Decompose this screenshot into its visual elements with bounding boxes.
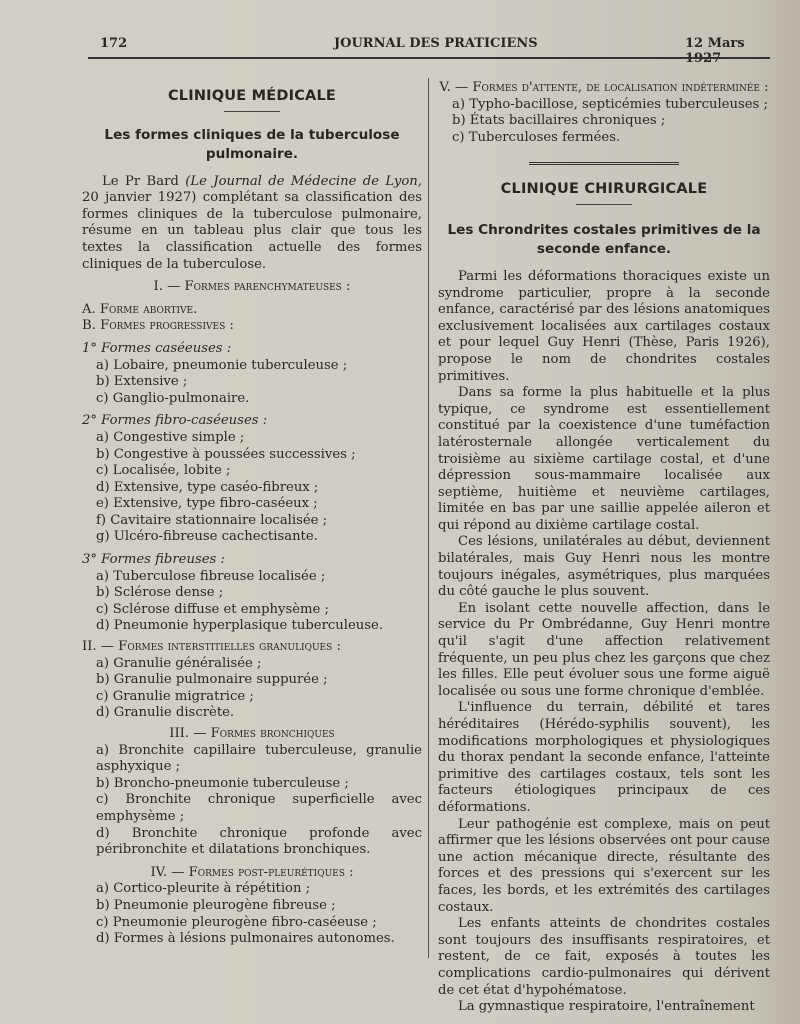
body-paragraph: L'influence du terrain, débilité et tares héréditaires (Hérédo-syphilis souvent), les modifications morphologiques et physiologiques du thorax pendant la seconde enfance, l'atteinte primitive des cartilages costaux, tels sont les facteurs étiologiques principaux de ces déformations. (438, 700, 770, 815)
body-paragraph: Les enfants atteints de chondrites costales sont toujours des insuffisants respiratoires, et restent, de ce fait, exposés à toutes les complications cardio-pulmonaires qui dérivent de cet état d'hypohématose. (438, 916, 770, 998)
heading-bronchiques: III. — Formes bronchiques (169, 726, 335, 741)
formes-progressives: B. Formes progressives : (82, 318, 234, 334)
list-item: d) Formes à lésions pulmonaires autonomes. (96, 931, 395, 947)
header-rule (88, 57, 770, 59)
body-paragraph: Parmi les déformations thoraciques existe un syndrome particulier, propre à la seconde enfance, caractérisé par des lésions anatomiques exclusivement localisées aux cartilages costaux et pour lequel Guy Henri (Thèse, Paris 1926), propose le nom de chondrites costales primitives. (438, 268, 770, 384)
heading-parenchymateuses: I. — Formes parenchymateuses : (153, 279, 351, 295)
heading-fibro-caseeuses: 2° Formes fibro-caséeuses : (82, 413, 268, 429)
column-divider (428, 78, 429, 958)
list-item: b) Broncho-pneumonie tuberculeuse ; (96, 775, 349, 791)
list-item: e) Extensive, type fibro-caséeux ; (96, 496, 318, 512)
list-item: c) Granulie migratrice ; (96, 688, 254, 704)
issue-date: 12 Mars 1927 (685, 36, 745, 66)
article-body (438, 269, 770, 1016)
intro-author: Le Pr Bard (102, 173, 179, 189)
intro-source: (Le Journal de Médecine de Lyon, (185, 173, 422, 189)
list-item: g) Ulcéro-fibreuse cachectisante. (96, 529, 318, 545)
list-item: d) Extensive, type caséo-fibreux ; (96, 479, 319, 495)
list-item: a) Lobaire, pneumonie tuberculeuse ; (96, 357, 348, 373)
intro-paragraph (82, 174, 422, 274)
list-item: b) États bacillaires chroniques ; (452, 113, 666, 129)
list-fibro-caseeuses (82, 430, 422, 546)
heading-interstitielles: II. — Formes interstitielles granuliques : (82, 639, 341, 655)
list-item: d) Pneumonie hyperplasique tuberculeuse. (96, 618, 384, 634)
list-item: d) Granulie discrète. (96, 705, 235, 721)
left-column (82, 78, 422, 948)
list-item: a) Cortico-pleurite à répétition ; (96, 881, 311, 897)
list-item: a) Bronchite capillaire tuberculeuse, granulie asphyxique ; (96, 742, 422, 775)
body-paragraph: Leur pathogénie est complexe, mais on peut affirmer que les lésions observées ont pour cause une action mécanique directe, résultante des forces et des pressions qui s'exercent sur les faces, les bords, et les extrémités des cartilages costaux. (438, 816, 770, 915)
list-item: c) Bronchite chronique superficielle avec emphysème ; (96, 792, 422, 824)
list-item: c) Localisée, lobite ; (96, 463, 231, 479)
section-title-medical: CLINIQUE MÉDICALE (167, 88, 337, 104)
list-item: d) Bronchite chronique profonde avec péribronchite et dilatations bronchiques. (96, 825, 422, 858)
list-item: c) Pneumonie pleurogène fibro-caséeuse ; (96, 914, 377, 930)
list-bronchiques (82, 743, 422, 859)
list-fibreuses (82, 569, 422, 635)
list-item: b) Granulie pulmonaire suppurée ; (96, 672, 328, 688)
body-paragraph: La gymnastique respiratoire, l'entraînement (458, 999, 755, 1015)
right-column (438, 78, 770, 1016)
list-item: a) Tuberculose fibreuse localisée ; (96, 568, 326, 584)
list-item: a) Typho-bacillose, septicémies tuberculeuses ; (452, 96, 768, 112)
intro-text: 20 janvier 1927) complétant sa classification des formes cliniques de la tuberculose pulmonaire, résume en un tableau plus clair que tous les textes la classification actuelle des formes cliniques de la tuberculose. (82, 190, 422, 272)
list-attente (438, 97, 770, 147)
list-item: a) Congestive simple ; (96, 429, 245, 445)
list-item: a) Granulie généralisée ; (96, 655, 262, 671)
list-item: c) Sclérose diffuse et emphysème ; (96, 601, 329, 617)
heading-fibreuses: 3° Formes fibreuses : (82, 552, 225, 568)
list-item: f) Cavitaire stationnaire localisée ; (96, 512, 328, 528)
article-title-tuberculose: Les formes cliniques de la tuberculose pulmonaire. (104, 126, 400, 162)
section-title-surgical: CLINIQUE CHIRURGICALE (500, 181, 708, 198)
page-number: 172 (100, 36, 128, 51)
list-caseeuses (82, 358, 422, 408)
forme-abortive: A. Forme abortive. (82, 301, 198, 317)
body-paragraph: Ces lésions, unilatérales au début, deviennent bilatérales, mais Guy Henri nous les montre toujours inégales, asymétriques, plus marquées du côté gauche le plus souvent. (438, 534, 770, 600)
list-post-pleuretiques (82, 881, 422, 947)
body-paragraph: Dans sa forme la plus habituelle et la plus typique, ce syndrome est essentiellement constitué par la coexistence d'une tuméfaction latérosternale allongée verticalement du troisième au sixième cartilage costal, et d'une dépression sous-mammaire localisée aux septième, huitième et neuvième cartilages, limitée en bas par une saillie appelée aileron et qui répond au dixième cartilage costal. (438, 385, 770, 533)
list-item: b) Congestive à poussées successives ; (96, 446, 356, 462)
list-item: c) Tuberculoses fermées. (452, 129, 621, 145)
list-item: c) Ganglio-pulmonaire. (96, 390, 250, 406)
list-granuliques (82, 656, 422, 722)
page-header (90, 36, 765, 66)
heading-caseeuses: 1° Formes caséeuses : (82, 340, 232, 356)
heading-attente: V. — Formes d'attente, de localisation indéterminée : (439, 80, 769, 95)
list-item: b) Sclérose dense ; (96, 585, 224, 601)
article-title-chondrites: Les Chrondrites costales primitives de la seconde enfance. (447, 221, 761, 257)
heading-post-pleuretiques: IV. — Formes post-pleurétiques : (150, 864, 354, 880)
journal-title: JOURNAL DES PRATICIENS (334, 36, 538, 51)
list-item: b) Pneumonie pleurogène fibreuse ; (96, 897, 336, 913)
list-item: b) Extensive ; (96, 374, 188, 390)
body-paragraph: En isolant cette nouvelle affection, dans le service du Pr Ombrédanne, Guy Henri montre qu'il s'agit d'une affection relativement fréquente, un peu plus chez les garçons que chez les filles. Elle peut évoluer sous une forme aiguë localisée ou sous une forme chronique d'emblée. (438, 600, 770, 699)
